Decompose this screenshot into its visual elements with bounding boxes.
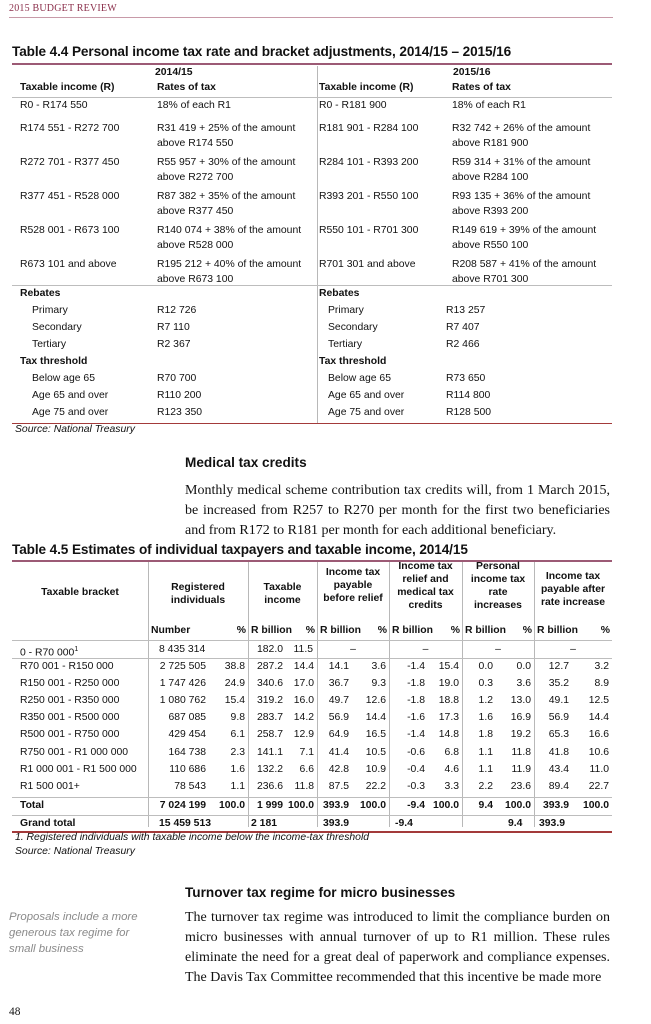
grand-total-value: 393.9 (323, 818, 350, 829)
column-group-header: Taxable income (263, 582, 302, 606)
threshold-label-2014-15: Age 75 and over (32, 407, 109, 418)
table-row-value: 1.1 (230, 780, 245, 792)
table-row-value: 2.2 (478, 780, 493, 792)
rebate-value-2014-15: R12 726 (157, 305, 197, 316)
table-row-value: 10.6 (588, 746, 609, 758)
table-row-value: -1.8 (407, 678, 425, 690)
rebate-value-2014-15: R2 367 (157, 339, 191, 350)
column-group-header: Income tax payable before relief (323, 567, 383, 604)
table-row-value: 14.4 (365, 712, 386, 724)
col-taxable-bracket: Taxable bracket (41, 587, 119, 598)
table-row-value: 17.3 (438, 712, 459, 724)
medical-tax-credits-heading: Medical tax credits (185, 455, 307, 470)
table-row-value: 36.7 (328, 678, 349, 690)
not-applicable-dash: – (350, 644, 356, 655)
table-4-4-top-rule (12, 63, 612, 65)
bracket-income-2015-16: R393 201 - R550 100 (319, 191, 419, 202)
rebate-value-2014-15: R7 110 (157, 322, 190, 333)
total-row-value: 100.0 (504, 800, 531, 811)
table-row-value: 1.1 (478, 763, 493, 775)
table-row-value: 141.1 (256, 746, 283, 758)
table-row-value: 12.7 (548, 661, 569, 672)
table-row-value: 1 080 762 (159, 695, 206, 707)
table-row-value: 2.3 (230, 746, 245, 758)
threshold-label-2014-15: Below age 65 (32, 373, 95, 384)
column-group-header: Income tax relief and medical tax credits (397, 561, 454, 611)
table-row-value: 132.2 (256, 763, 283, 775)
unit-label: R billion (392, 625, 433, 636)
table-row-value: 110 686 (169, 763, 206, 775)
rebate-label-2014-15: Tertiary (32, 339, 67, 350)
table-4-5-source: Source: National Treasury (15, 846, 135, 857)
margin-note: Proposals include a more generous tax regime for small business (9, 911, 138, 955)
rebate-value-2015-16: R13 257 (446, 305, 486, 316)
table-row-value: 4.6 (444, 763, 459, 775)
bracket-rate-2014-15-cont: above R377 450 (157, 206, 234, 217)
table-row-value: 9.3 (371, 678, 386, 690)
unit-label: R billion (251, 625, 292, 636)
table-row-value: 17.0 (293, 678, 314, 690)
table-row-value: 10.9 (365, 763, 386, 775)
table-row-value: 43.4 (548, 763, 569, 775)
rebate-value-2015-16: R2 466 (446, 339, 480, 350)
table-row-value: 22.7 (588, 780, 609, 792)
bracket-rate-2015-16: R59 314 + 31% of the amount (452, 157, 591, 168)
turnover-tax-heading: Turnover tax regime for micro businesses (185, 885, 456, 900)
bracket-rate-2014-15: R87 382 + 35% of the amount (157, 191, 296, 202)
table-row-value: 11.8 (294, 780, 314, 792)
bracket-income-2014-15: R0 - R174 550 (20, 100, 88, 111)
table-row-value: 14.4 (293, 661, 314, 672)
table-row-value: 65.3 (548, 729, 569, 741)
table-row-value: 16.5 (365, 729, 386, 741)
bracket-rate-2015-16: 18% of each R1 (452, 100, 526, 111)
unit-label: R billion (465, 625, 506, 636)
bracket-rate-2014-15: 18% of each R1 (157, 100, 231, 111)
table-row-value: 89.4 (548, 780, 569, 792)
rebate-label-2015-16: Tertiary (328, 339, 363, 350)
table-row-value: 35.2 (548, 678, 569, 690)
medical-tax-credits-body: Monthly medical scheme contribution tax credits will, from 1 March 2015, be increased from R257 to R270 per month for the first two beneficiaries and from R172 to R181 per month for each additional beneficiary. (185, 483, 610, 538)
bracket-income-2015-16: R701 301 and above (319, 259, 416, 270)
unit-percent: % (236, 625, 246, 636)
bracket-income-2015-16: R550 101 - R701 300 (319, 225, 419, 236)
table-row-value: 258.7 (256, 729, 283, 741)
taxable-income: 182.0 (256, 644, 283, 655)
table-row-value: 2 725 505 (159, 661, 206, 672)
table-row-value: 340.6 (256, 678, 283, 690)
bracket-rate-2015-16: R208 587 + 41% of the amount (452, 259, 597, 270)
table-row-value: 0.0 (478, 661, 493, 672)
table-row-value: 14.1 (328, 661, 349, 672)
table-row-value: 10.5 (365, 746, 386, 758)
threshold-value-2015-16: R114 800 (446, 390, 491, 401)
total-row-value: 393.9 (542, 800, 569, 811)
bracket-rate-2015-16-cont: above R550 100 (452, 240, 529, 251)
table-row-value: 18.8 (438, 695, 459, 707)
table-row-value: -1.8 (407, 695, 425, 707)
table-row-value: 283.7 (256, 712, 283, 724)
table-row-value: 56.9 (548, 712, 569, 724)
turnover-tax-body: The turnover tax regime was introduced to limit the compliance burden on micro businesses with annual turnover of up to R1 million. These rules eliminate the need for a great deal of paperwork and compliance expenses. The Davis Tax Committee recommended that this incentive be made more (185, 910, 610, 985)
threshold-value-2014-15: R70 700 (157, 373, 197, 384)
table-row-value: 9.8 (230, 712, 245, 724)
table-row-value: 41.4 (328, 746, 349, 758)
table-row-value: 1.8 (478, 729, 493, 741)
table-row-value: 12.9 (293, 729, 314, 741)
bracket-rate-2015-16-cont: above R284 100 (452, 172, 529, 183)
grand-total-value: -9.4 (395, 818, 413, 829)
page-number: 48 (9, 1006, 21, 1018)
table-row-value: 687 085 (168, 712, 206, 724)
threshold-label-2015-16: Below age 65 (328, 373, 391, 384)
unit-label: R billion (537, 625, 578, 636)
bracket-rate-2014-15: R140 074 + 38% of the amount (157, 225, 302, 236)
table-row-label: R350 001 - R500 000 (20, 712, 120, 724)
row-rule (12, 658, 612, 659)
table-row-value: 42.8 (328, 763, 349, 775)
not-applicable-dash: – (495, 644, 501, 655)
table-row-value: 3.6 (371, 661, 386, 672)
table-row-value: 15.4 (224, 695, 245, 707)
total-row-value: 100.0 (218, 800, 245, 811)
table-row-value: -0.4 (407, 763, 425, 775)
total-row-value: 100.0 (432, 800, 459, 811)
total-row-value: 393.9 (322, 800, 349, 811)
bracket-rate-2015-16-cont: above R181 900 (452, 138, 529, 149)
unit-percent: % (450, 625, 460, 636)
table-row-value: 19.0 (438, 678, 459, 690)
table-row-value: 11.0 (589, 763, 609, 775)
total-row-label: Total (20, 800, 45, 811)
table-row-value: 19.2 (510, 729, 531, 741)
year-2015-16: 2015/16 (453, 67, 491, 78)
bracket-rate-2015-16-cont: above R701 300 (452, 274, 529, 285)
table-row-value: 0.3 (478, 678, 493, 690)
table-row-value: 7.1 (299, 746, 314, 758)
table-row-label: R500 001 - R750 000 (20, 729, 120, 741)
threshold-value-2015-16: R128 500 (446, 407, 492, 418)
table-row-value: 49.7 (328, 695, 349, 707)
threshold-value-2015-16: R73 650 (446, 373, 486, 384)
table-row-value: 16.9 (510, 712, 531, 724)
table-row-value: -0.3 (407, 780, 425, 792)
table-row-value: 429 454 (168, 729, 206, 741)
grand-total-value: 9.4 (508, 818, 523, 829)
table-row-value: 16.0 (293, 695, 314, 707)
grand-total-label: Grand total (20, 818, 76, 829)
table-row-value: 14.8 (438, 729, 459, 741)
col-rates-left: Rates of tax (157, 82, 216, 93)
table-row-value: 14.2 (293, 712, 314, 724)
table-row-value: 38.8 (224, 661, 245, 672)
table-4-5-title: Table 4.5 Estimates of individual taxpayers and taxable income, 2014/15 (12, 542, 468, 557)
rebate-label-2014-15: Secondary (32, 322, 82, 333)
units-rule (12, 640, 612, 641)
table-row-value: 12.5 (588, 695, 609, 707)
table-row-value: 3.2 (594, 661, 609, 672)
bracket-label-text: 0 - R70 000 (20, 647, 75, 659)
table-row-value: 1.6 (478, 712, 493, 724)
total-row-value: -9.4 (407, 800, 425, 811)
rebate-label-2015-16: Primary (328, 305, 364, 316)
bracket-rate-2014-15-cont: above R528 000 (157, 240, 234, 251)
threshold-label-2015-16: Age 75 and over (328, 407, 405, 418)
table-row-value: 236.6 (256, 780, 283, 792)
registered-number: 8 435 314 (159, 644, 206, 655)
total-row-value: 1 999 (256, 800, 283, 811)
bracket-rate-2015-16: R32 742 + 26% of the amount (452, 123, 591, 134)
header-rule (9, 17, 613, 18)
table-4-4-column-divider (317, 66, 318, 423)
bracket-rate-2014-15: R195 212 + 40% of the amount (157, 259, 302, 270)
col-taxable-income-left: Taxable income (R) (20, 82, 115, 93)
total-rule (12, 797, 612, 798)
table-row-value: 1.2 (478, 695, 493, 707)
rebate-value-2015-16: R7 407 (446, 322, 480, 333)
total-row-value: 100.0 (359, 800, 386, 811)
table-4-4-section-rule (12, 285, 612, 286)
unit-label: R billion (320, 625, 361, 636)
bracket-income-2015-16: R181 901 - R284 100 (319, 123, 419, 134)
grand-total-value: 15 459 513 (159, 818, 212, 829)
table-row-value: 15.4 (438, 661, 459, 672)
bracket-income-2014-15: R272 701 - R377 450 (20, 157, 120, 168)
table-row-label: R750 001 - R1 000 000 (20, 746, 129, 758)
threshold-value-2014-15: R123 350 (157, 407, 203, 418)
table-row-value: -1.6 (407, 712, 425, 724)
grand-total-value: 393.9 (539, 818, 566, 829)
bracket-income-2015-16: R0 - R181 900 (319, 100, 387, 111)
grand-total-value: 2 181 (251, 818, 278, 829)
grand-total-rule (12, 815, 612, 816)
unit-percent: % (600, 625, 610, 636)
table-row-value: -0.6 (407, 746, 425, 758)
threshold-label-left: Tax threshold (20, 356, 88, 367)
table-row-value: 24.9 (224, 678, 245, 690)
bracket-income-2014-15: R377 451 - R528 000 (20, 191, 120, 202)
table-row-value: 14.4 (588, 712, 609, 724)
bracket-rate-2014-15-cont: above R174 550 (157, 138, 234, 149)
table-row-label: R70 001 - R150 000 (20, 661, 114, 672)
table-row-value: 13.0 (510, 695, 531, 707)
table-row-value: 23.6 (510, 780, 531, 792)
table-row-value: 6.8 (444, 746, 459, 758)
table-row-value: 78 543 (174, 780, 206, 792)
rebate-label-2015-16: Secondary (328, 322, 378, 333)
unit-percent: % (377, 625, 387, 636)
col-taxable-income-right: Taxable income (R) (319, 82, 414, 93)
year-2014-15: 2014/15 (155, 67, 193, 78)
table-4-4-header-rule (12, 97, 612, 98)
not-applicable-dash: – (422, 644, 429, 655)
bracket-income-2014-15: R673 101 and above (20, 259, 117, 270)
table-4-4-source: Source: National Treasury (15, 424, 135, 435)
table-row-value: 64.9 (328, 729, 349, 741)
total-row-value: 9.4 (478, 800, 493, 811)
bracket-rate-2014-15: R55 957 + 30% of the amount (157, 157, 296, 168)
bracket-rate-2014-15-cont: above R272 700 (157, 172, 234, 183)
table-row-value: 12.6 (365, 695, 386, 707)
total-row-value: 100.0 (287, 800, 314, 811)
table-row-value: -1.4 (407, 729, 425, 741)
table-row-label: R1 500 001+ (20, 780, 80, 792)
running-head: 2015 BUDGET REVIEW (9, 3, 117, 14)
table-row-value: 3.3 (444, 780, 459, 792)
bracket-rate-2015-16: R149 619 + 39% of the amount (452, 225, 597, 236)
bracket-rate-2015-16-cont: above R393 200 (452, 206, 529, 217)
rebate-label-2014-15: Primary (32, 305, 68, 316)
table-row-label: R150 001 - R250 000 (20, 678, 120, 690)
column-group-header: Personal income tax rate increases (470, 561, 526, 611)
table-row-value: 1.6 (230, 763, 245, 775)
table-row-value: 6.6 (299, 763, 314, 775)
table-row-label: R250 001 - R350 000 (20, 695, 120, 707)
table-row-value: 56.9 (328, 712, 349, 724)
bracket-rate-2015-16: R93 135 + 36% of the amount (452, 191, 591, 202)
unit-percent: % (522, 625, 532, 636)
table-row-label: R1 000 001 - R1 500 000 (20, 763, 137, 775)
bracket-income-2014-15: R528 001 - R673 100 (20, 225, 120, 236)
table-row-value: 8.9 (594, 678, 609, 690)
table-row-value: 87.5 (328, 780, 349, 792)
table-row-value: 22.2 (365, 780, 386, 792)
table-row-value: -1.4 (407, 661, 425, 672)
table-row-value: 3.6 (516, 678, 531, 690)
table-row-value: 11.8 (511, 746, 531, 758)
table-row-value: 287.2 (256, 661, 283, 672)
bracket-rate-2014-15-cont: above R673 100 (157, 274, 234, 285)
table-row-value: 11.9 (511, 763, 531, 775)
col-rates-right: Rates of tax (452, 82, 511, 93)
threshold-label-2015-16: Age 65 and over (328, 390, 405, 401)
column-group-header: Registered individuals (170, 582, 226, 606)
unit-label: Number (151, 625, 191, 636)
bracket-rate-2014-15: R31 419 + 25% of the amount (157, 123, 296, 134)
table-row-value: 1 747 426 (159, 678, 206, 690)
table-row-value: 16.6 (588, 729, 609, 741)
rebates-label-right: Rebates (319, 288, 360, 299)
table-row-value: 6.1 (230, 729, 245, 741)
table-row-value: 1.1 (478, 746, 493, 758)
table-4-5-footnote: 1. Registered individuals with taxable income below the income-tax threshold (15, 832, 370, 843)
bracket-income-2014-15: R174 551 - R272 700 (20, 123, 120, 134)
threshold-label-right: Tax threshold (319, 356, 387, 367)
table-row-value: 164 738 (168, 746, 206, 758)
threshold-label-2014-15: Age 65 and over (32, 390, 109, 401)
table-row-value: 0.0 (516, 661, 531, 672)
bracket-income-2015-16: R284 101 - R393 200 (319, 157, 419, 168)
threshold-value-2014-15: R110 200 (157, 390, 202, 401)
column-group-header: Income tax payable after rate increase (540, 571, 606, 608)
total-row-value: 100.0 (582, 800, 609, 811)
not-applicable-dash: – (570, 644, 576, 655)
unit-percent: % (305, 625, 315, 636)
table-row-value: 41.8 (548, 746, 569, 758)
rebates-label-left: Rebates (20, 288, 61, 299)
table-row-value: 49.1 (548, 695, 569, 707)
table-row-value: 319.2 (256, 695, 283, 707)
total-row-value: 7 024 199 (159, 800, 206, 811)
footnote-marker: 1 (74, 646, 79, 653)
taxable-income-pct: 11.5 (293, 644, 313, 655)
table-4-4-title: Table 4.4 Personal income tax rate and bracket adjustments, 2014/15 – 2015/16 (12, 44, 512, 59)
